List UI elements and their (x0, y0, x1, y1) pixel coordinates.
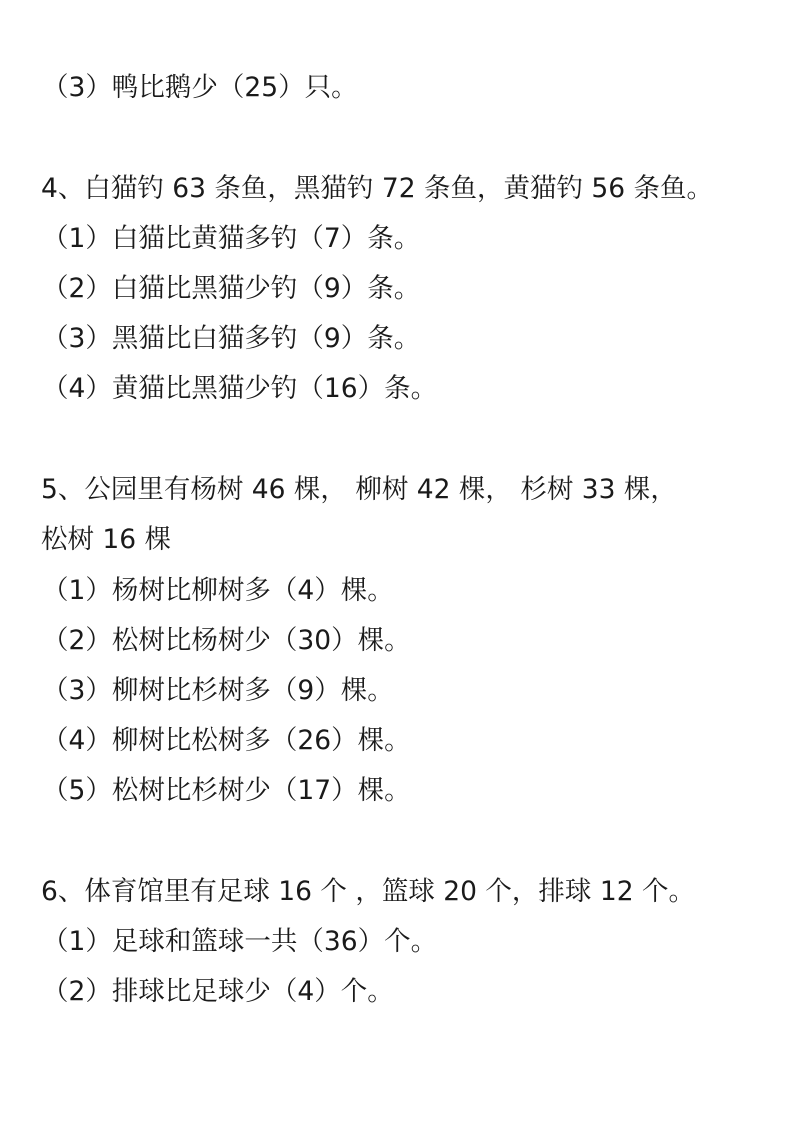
q6-answer-1: （1）足球和篮球一共（36）个。 (42, 926, 438, 957)
q4-answer-3: （3）黑猫比白猫多钓（9）条。 (42, 323, 421, 354)
q5-answer-3: （3）柳树比杉树多（9）棵。 (42, 675, 394, 706)
q5-question-line-1: 5、公园里有杨树 46 棵， 柳树 42 棵， 杉树 33 棵， (41, 474, 677, 505)
q4-answer-4: （4）黄猫比黑猫少钓（16）条。 (42, 373, 438, 404)
q4-answer-2: （2）白猫比黑猫少钓（9）条。 (42, 273, 421, 304)
q5-answer-4: （4）柳树比松树多（26）棵。 (42, 725, 411, 756)
q6-answer-2: （2）排球比足球少（4）个。 (42, 976, 394, 1007)
q5-answer-2: （2）松树比杨树少（30）棵。 (42, 625, 411, 656)
q4-question: 4、白猫钓 63 条鱼，黑猫钓 72 条鱼，黄猫钓 56 条鱼。 (41, 173, 714, 204)
q3-answer-3: （3）鸭比鹅少（25）只。 (42, 72, 358, 103)
q4-answer-1: （1）白猫比黄猫多钓（7）条。 (42, 223, 421, 254)
q5-answer-5: （5）松树比杉树少（17）棵。 (42, 775, 411, 806)
q5-question-line-2: 松树 16 棵 (41, 524, 172, 555)
q5-answer-1: （1）杨树比柳树多（4）棵。 (42, 575, 394, 606)
q6-question: 6、体育馆里有足球 16 个 ，篮球 20 个，排球 12 个。 (41, 876, 695, 907)
